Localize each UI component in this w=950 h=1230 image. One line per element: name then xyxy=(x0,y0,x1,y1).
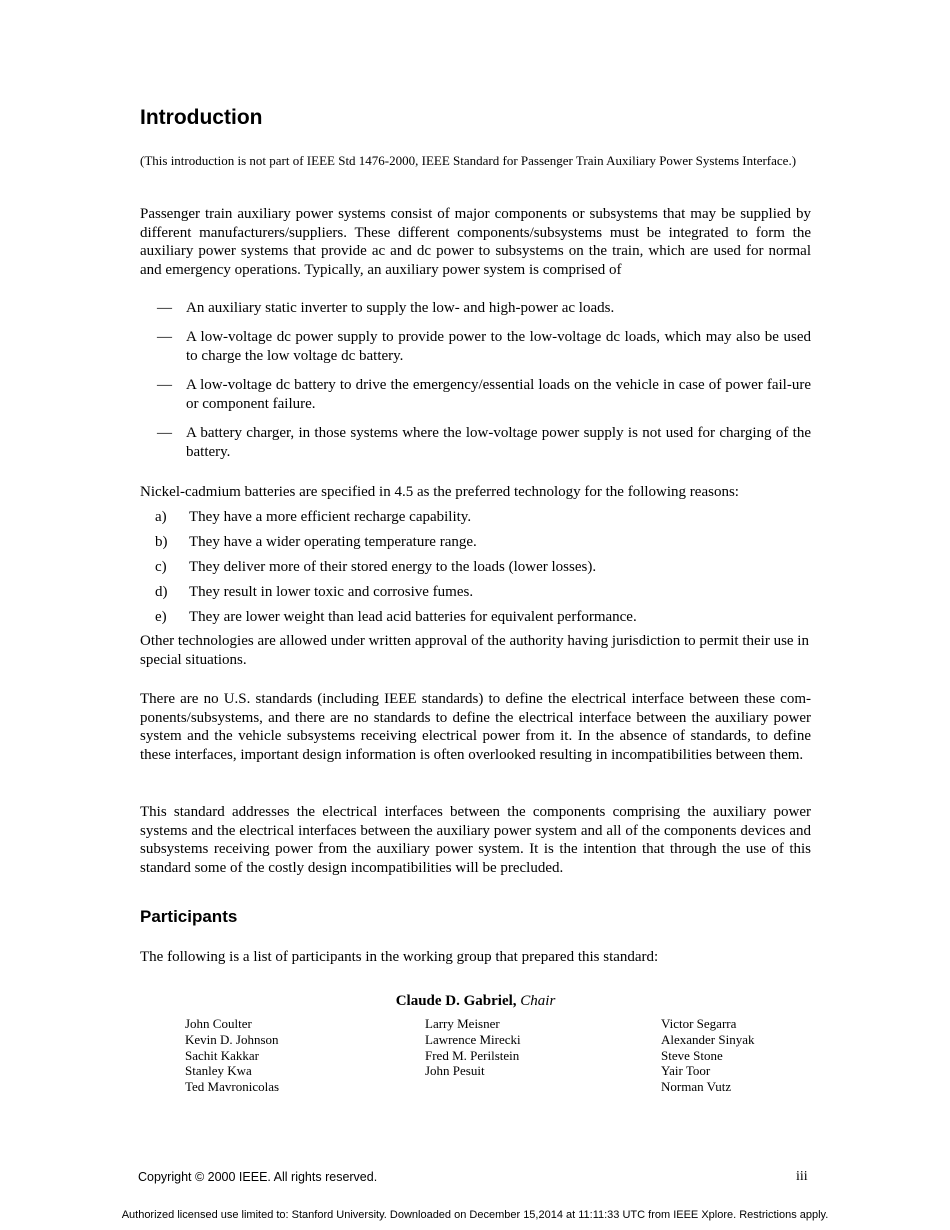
participant-name: Yair Toor xyxy=(661,1063,711,1079)
intro-note: (This introduction is not part of IEEE Std 1476-2000, IEEE Standard for Passenger Train Auxiliary Power Systems Interface.) xyxy=(140,153,797,168)
license-notice: Authorized licensed use limited to: Stanford University. Downloaded on December 15,2014 at 11:11:33 UTC from IEEE Xplore. Restrictions apply. xyxy=(121,1209,829,1221)
participant-name: John Coulter xyxy=(185,1016,252,1031)
reason-label: d) xyxy=(155,584,168,600)
reason-item xyxy=(140,508,811,533)
paragraph-2: Nickel-cadmium batteries are specified in 4.5 as the preferred technology for the following reasons: xyxy=(140,484,739,500)
list-item-text: A battery charger, in those systems where the low-voltage power supply is not used for charging of the battery. xyxy=(186,425,811,460)
list-item-text: A low-voltage dc battery to drive the emergency/essential loads on the vehicle in case of power fail-ure or component failure. xyxy=(186,377,811,412)
paragraph-5: This standard addresses the electrical interfaces between the components comprising the auxiliary power systems and the electrical interfaces between the auxiliary power system and all of the components devices and subsystems receiving power from the auxiliary power system. It is the intention that through the use of this standard some of the costly design incompatibilities will be precluded. xyxy=(140,804,811,876)
participants-intro: The following is a list of participants in the working group that prepared this standard: xyxy=(140,949,659,965)
bullet-dash: — xyxy=(157,425,172,441)
paragraph-1: Passenger train auxiliary power systems consist of major components or subsystems that may be supplied by different manufacturers/suppliers. These different components/subsystems must be integrated to form the auxiliary power systems that provide ac and dc power to subsystems on the train, which are used for normal and emergency operations. Typically, an auxiliary power system is comprised of xyxy=(140,206,811,278)
reason-label: b) xyxy=(155,534,168,550)
reason-label: a) xyxy=(155,509,167,525)
page-title: Introduction xyxy=(140,106,263,129)
bullet-dash: — xyxy=(157,300,172,316)
participants-heading: Participants xyxy=(140,907,238,926)
participant-name: Steve Stone xyxy=(661,1047,723,1063)
reason-item xyxy=(140,608,811,633)
chair-title: Chair xyxy=(520,993,556,1009)
bullet-dash: — xyxy=(157,377,172,393)
participant-name: Victor Segarra xyxy=(661,1016,737,1031)
bullet-dash: — xyxy=(157,329,172,345)
reason-text: They have a more efficient recharge capability. xyxy=(189,509,472,525)
list-item xyxy=(140,424,811,462)
participant-name: Stanley Kwa xyxy=(185,1063,252,1079)
chair-line xyxy=(140,991,811,1011)
participant-name: Fred M. Perilstein xyxy=(425,1047,520,1063)
reason-text: They deliver more of their stored energy to the loads (lower losses). xyxy=(189,559,597,575)
participant-name: Norman Vutz xyxy=(661,1079,732,1095)
participant-name: Larry Meisner xyxy=(425,1016,500,1031)
chair-name: Claude D. Gabriel, xyxy=(395,993,517,1009)
participants-column-1 xyxy=(185,1016,279,1095)
reason-label: c) xyxy=(155,559,167,575)
list-item-text: A low-voltage dc power supply to provide power to the low-voltage dc loads, which may also be used to charge the low voltage dc battery. xyxy=(186,329,811,364)
participant-name: Lawrence Mirecki xyxy=(425,1031,521,1047)
list-item xyxy=(140,299,811,318)
list-item xyxy=(140,328,811,366)
list-item-text: An auxiliary static inverter to supply the low- and high-power ac loads. xyxy=(186,300,615,316)
participant-name: John Pesuit xyxy=(425,1063,485,1079)
reason-text: They result in lower toxic and corrosive fumes. xyxy=(189,584,474,600)
reason-item xyxy=(140,533,811,558)
reasons-list xyxy=(140,508,811,633)
reason-text: They have a wider operating temperature range. xyxy=(189,534,477,550)
participants-column-3 xyxy=(661,1016,755,1095)
reason-item xyxy=(140,583,811,608)
participants-column-2 xyxy=(425,1016,521,1079)
participant-name: Alexander Sinyak xyxy=(661,1031,755,1047)
paragraph-3: Other technologies are allowed under written approval of the authority having jurisdiction to permit their use in special situations. xyxy=(140,633,809,668)
footer-copyright: Copyright © 2000 IEEE. All rights reserved. xyxy=(138,1170,378,1184)
paragraph-4: There are no U.S. standards (including IEEE standards) to define the electrical interface between these com-ponents/subsystems, and there are no standards to define the electrical interface between the auxiliary power system and the vehicle subsystems receiving electrical power from it. In the absence of standards, to define these interfaces, important design information is often overlooked resulting in incompatibilities between them. xyxy=(140,691,811,763)
reason-item xyxy=(140,558,811,583)
list-item xyxy=(140,376,811,414)
reason-label: e) xyxy=(155,609,167,625)
page-number: iii xyxy=(796,1169,808,1184)
participant-name: Sachit Kakkar xyxy=(185,1047,260,1063)
reason-text: They are lower weight than lead acid batteries for equivalent performance. xyxy=(189,609,637,625)
participant-name: Kevin D. Johnson xyxy=(185,1031,279,1047)
component-list xyxy=(140,299,811,472)
participant-name: Ted Mavronicolas xyxy=(185,1079,280,1095)
